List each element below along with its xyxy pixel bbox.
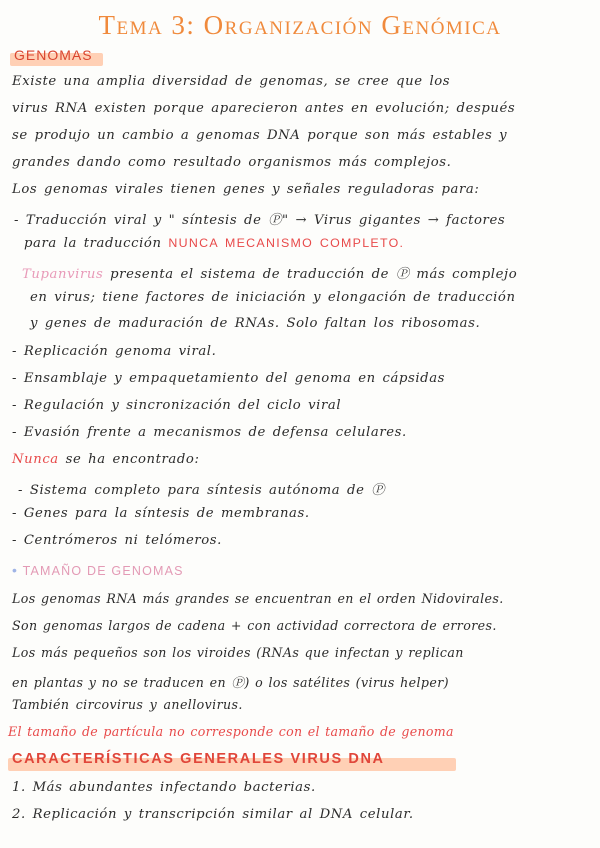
text-line: Los más pequeños son los viroides (RNAs que infectan y replican [12,645,464,660]
text-line: se produjo un cambio a genomas DNA porque son más estables y [12,128,508,143]
tamano-heading [12,562,184,578]
text-line: virus RNA existen porque aparecieron antes en evolución; después [12,101,516,116]
text-line: y genes de maduración de RNAs. Solo faltan los ribosomas. [30,316,481,331]
text-line [12,452,592,467]
text-line: en virus; tiene factores de iniciación y elongación de traducción [30,290,516,305]
text-line: - Centrómeros ni telómeros. [12,533,222,548]
text-line: - Evasión frente a mecanismos de defensa celulares. [12,425,407,440]
text-span: presenta el sistema de traducción de Ⓟ más complejo [110,267,518,282]
caracteristicas-heading: CARACTERÍSTICAS GENERALES VIRUS DNA [12,751,385,767]
text-line: Los genomas RNA más grandes se encuentran en el orden Nidovirales. [12,591,504,606]
text-line: También circovirus y anellovirus. [12,697,243,712]
text-line: - Sistema completo para síntesis autónoma de Ⓟ [18,483,386,498]
genomas-heading: GENOMAS [14,47,93,63]
text-line: - Regulación y sincronización del ciclo viral [12,398,342,413]
page-title: Tema 3: Organización Genómica [98,10,502,40]
text-line: 2. Replicación y transcripción similar al DNA celular. [12,807,414,822]
text-line: en plantas y no se traducen en Ⓟ) o los satélites (virus helper) [12,675,449,690]
text-line: Son genomas largos de cadena + con actividad correctora de errores. [12,618,497,633]
highlight-red-text: NUNCA MECANISMO COMPLETO. [168,236,405,250]
text-line: - Replicación genoma viral. [12,344,217,359]
text-line [24,236,600,251]
bullet-icon: • [12,562,19,578]
tamano-heading-label: TAMAÑO DE GENOMAS [22,564,184,578]
nunca-label: Nunca [12,452,59,467]
text-line: 1. Más abundantes infectando bacterias. [12,780,316,795]
text-span: para la traducción [24,236,162,251]
text-span: se ha encontrado: [65,452,200,467]
tupanvirus-label: Tupanvirus [22,267,104,282]
text-line: - Genes para la síntesis de membranas. [12,506,310,521]
text-line: Los genomas virales tienen genes y señales reguladoras para: [12,182,480,197]
text-line: - Traducción viral y " síntesis de Ⓟ" → Virus gigantes → factores [14,213,506,228]
text-line [22,263,600,282]
red-note: El tamaño de partícula no corresponde con el tamaño de genoma [8,724,454,739]
text-line: grandes dando como resultado organismos más complejos. [12,155,452,170]
text-line: - Ensamblaje y empaquetamiento del genoma en cápsidas [12,371,446,386]
text-line: Existe una amplia diversidad de genomas, se cree que los [12,74,451,89]
